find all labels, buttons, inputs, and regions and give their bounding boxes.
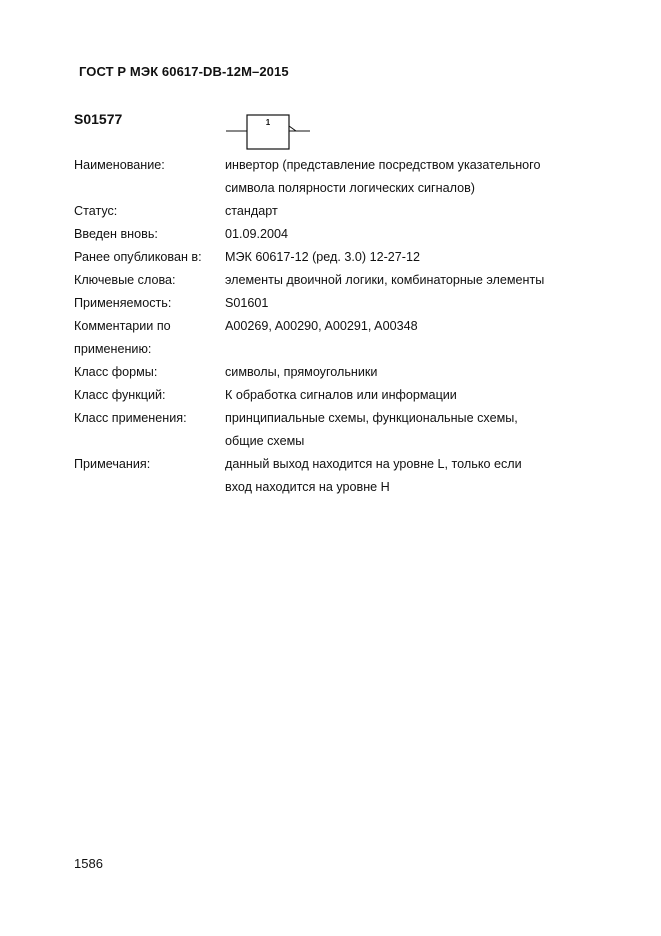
label-line: Класс применения:	[74, 411, 187, 425]
value-line: S01601	[225, 296, 269, 310]
value-line: данный выход находится на уровне L, только если	[225, 457, 522, 471]
property-name	[74, 154, 594, 200]
property-value	[225, 154, 594, 200]
property-value	[225, 315, 594, 361]
property-label	[74, 453, 225, 499]
value-line: элементы двоичной логики, комбинаторные элементы	[225, 273, 545, 287]
property-application-class	[74, 407, 594, 453]
page-number: 1586	[74, 856, 103, 871]
property-label	[74, 292, 225, 315]
property-value	[225, 292, 594, 315]
label-line: Статус:	[74, 204, 118, 218]
label-line: Наименование:	[74, 158, 165, 172]
property-value	[225, 384, 594, 407]
value-line: A00269, A00290, A00291, A00348	[225, 319, 418, 333]
property-applicability	[74, 292, 594, 315]
label-line: применению:	[74, 342, 152, 356]
label-line: Класс функций:	[74, 388, 166, 402]
property-label	[74, 223, 225, 246]
symbol-properties	[74, 154, 594, 499]
value-line: К обработка сигналов или информации	[225, 388, 457, 402]
property-introduced	[74, 223, 594, 246]
label-line: Примечания:	[74, 457, 151, 471]
property-function-class	[74, 384, 594, 407]
property-previously-published	[74, 246, 594, 269]
value-line: вход находится на уровне H	[225, 480, 390, 494]
property-label	[74, 315, 225, 361]
label-line: Комментарии по	[74, 319, 171, 333]
property-value	[225, 407, 594, 453]
property-value	[225, 361, 594, 384]
property-value	[225, 453, 594, 499]
value-line: принципиальные схемы, функциональные схемы,	[225, 411, 518, 425]
value-line: инвертор (представление посредством указательного	[225, 158, 541, 172]
property-value	[225, 269, 594, 292]
property-label	[74, 407, 225, 453]
value-line: МЭК 60617-12 (ред. 3.0) 12-27-12	[225, 250, 420, 264]
label-line: Ранее опубликован в:	[74, 250, 202, 264]
label-line: Применяемость:	[74, 296, 172, 310]
property-keywords	[74, 269, 594, 292]
logic-function-label: 1	[265, 118, 271, 127]
value-line: символы, прямоугольники	[225, 365, 378, 379]
property-value	[225, 246, 594, 269]
symbol-code: S01577	[74, 111, 123, 127]
document-header: ГОСТ Р МЭК 60617-DB-12M–2015	[79, 64, 289, 79]
value-line: общие схемы	[225, 434, 305, 448]
value-line: 01.09.2004	[225, 227, 289, 241]
label-line: Ключевые слова:	[74, 273, 176, 287]
property-application-comments	[74, 315, 594, 361]
property-label	[74, 269, 225, 292]
polarity-indicator-icon	[289, 126, 296, 131]
property-status	[74, 200, 594, 223]
property-notes	[74, 453, 594, 499]
property-label	[74, 361, 225, 384]
property-value	[225, 223, 594, 246]
property-label	[74, 154, 225, 200]
property-label	[74, 200, 225, 223]
label-line: Введен вновь:	[74, 227, 158, 241]
value-line: символа полярности логических сигналов)	[225, 181, 475, 195]
value-line: стандарт	[225, 204, 278, 218]
label-line: Класс формы:	[74, 365, 158, 379]
property-shape-class	[74, 361, 594, 384]
property-label	[74, 384, 225, 407]
property-value	[225, 200, 594, 223]
property-label	[74, 246, 225, 269]
inverter-symbol	[226, 114, 314, 152]
